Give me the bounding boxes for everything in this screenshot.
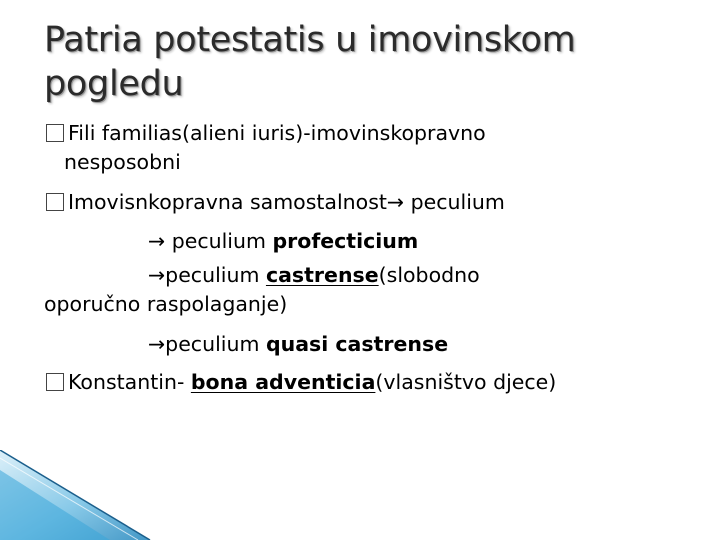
bullet-text: Imovisnkopravna samostalnost→ peculium [68,190,505,214]
sub-item-castrense [148,261,480,290]
sub-item-prefix: → peculium [148,229,273,253]
sub-item-quasi-castrense [148,330,448,359]
square-bullet-icon [46,124,64,142]
bullet-text: Fili familias(alieni iuris)-imovinskopravno [68,121,486,145]
keyword-quasi-castrense: quasi castrense [265,332,449,356]
sub-item-prefix: →peculium [148,263,266,287]
sub-item-profecticium [148,227,418,256]
sub-item-castrense-continuation: oporučno raspolaganje) [44,292,288,316]
square-bullet-icon [46,193,64,211]
sub-item-suffix: (slobodno [378,263,480,287]
title-line-1: Patria potestatis u imovinskom [44,20,576,60]
keyword-castrense: castrense [265,263,379,287]
bullet-suffix: (vlasništvo djece) [375,370,557,394]
bullet-text: Konstantin- [68,370,191,394]
bullet-item-konstantin [46,368,556,397]
bullet-item-fili-familias [46,119,486,148]
bullet-item-samostalnost [46,188,505,217]
keyword-bona-adventicia: bona adventicia [190,370,376,394]
title-line-2: pogledu [44,64,184,104]
sub-item-prefix: →peculium [148,332,266,356]
bullet-item-continuation: nesposobni [64,150,181,174]
square-bullet-icon [46,373,64,391]
keyword-profecticium: profecticium [272,229,419,253]
corner-decoration [0,450,170,540]
